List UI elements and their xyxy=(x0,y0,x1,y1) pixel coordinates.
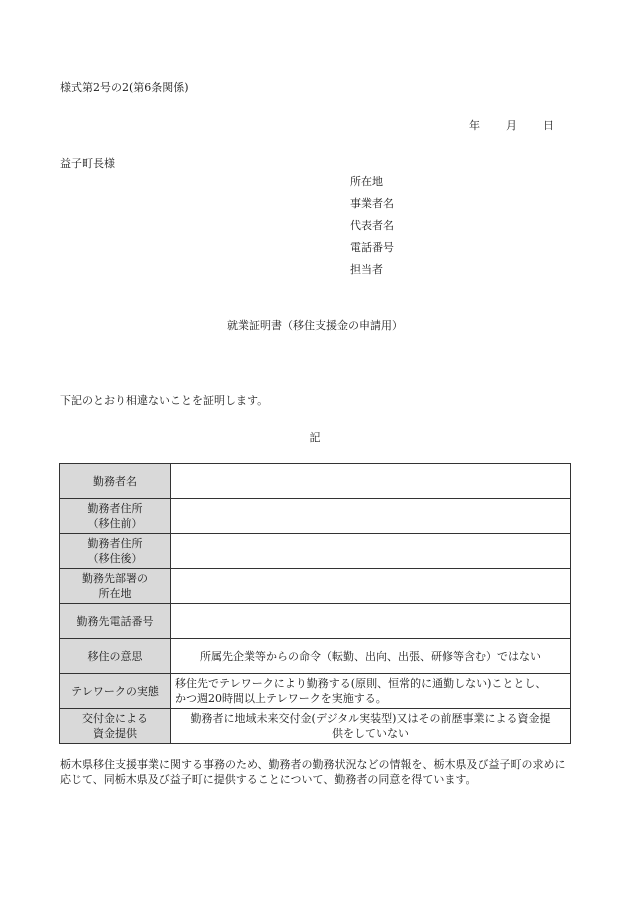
addressee: 益子町長様 xyxy=(60,157,115,170)
applicant-address-label: 所在地 xyxy=(350,175,383,188)
field-worker-name[interactable] xyxy=(171,464,571,499)
applicant-phone-label: 電話番号 xyxy=(350,241,394,254)
field-grant-funding: 勤務者に地域未来交付金(デジタル実装型)又はその前歴事業による資金提 供をしていない xyxy=(171,709,571,744)
certification-statement: 下記のとおり相違ないことを証明します。 xyxy=(60,394,269,407)
table-row xyxy=(60,639,571,674)
field-address-after[interactable] xyxy=(171,534,571,569)
label-workplace-phone: 勤務先電話番号 xyxy=(60,604,171,639)
applicant-block xyxy=(350,175,394,285)
label-address-after: 勤務者住所 （移住後） xyxy=(60,534,171,569)
date-day: 日 xyxy=(543,119,554,132)
field-telework: 移住先でテレワークにより勤務する(原則、恒常的に通勤しない)こととし、 かつ週20時間以上テレワークを実施する。 xyxy=(171,674,571,709)
table-row xyxy=(60,534,571,569)
date-line xyxy=(469,119,554,132)
table-row xyxy=(60,569,571,604)
table-row xyxy=(60,499,571,534)
field-workplace-location[interactable] xyxy=(171,569,571,604)
label-workplace-location: 勤務先部署の 所在地 xyxy=(60,569,171,604)
applicant-business-name-label: 事業者名 xyxy=(350,197,394,210)
label-relocation-intent: 移住の意思 xyxy=(60,639,171,674)
ki-heading: 記 xyxy=(309,431,321,444)
label-worker-name: 勤務者名 xyxy=(60,464,171,499)
label-grant-funding: 交付金による 資金提供 xyxy=(60,709,171,744)
consent-statement: 栃木県移住支援事業に関する事務のため、勤務者の勤務状況などの情報を、栃木県及び益子町の求めに応じて、同栃木県及び益子町に提供することについて、勤務者の同意を得ています。 xyxy=(60,758,566,786)
applicant-representative-label: 代表者名 xyxy=(350,219,394,232)
date-month: 月 xyxy=(506,119,517,132)
field-relocation-intent: 所属先企業等からの命令（転勤、出向、出張、研修等含む）ではない xyxy=(171,639,571,674)
field-address-before[interactable] xyxy=(171,499,571,534)
label-address-before: 勤務者住所 （移住前） xyxy=(60,499,171,534)
form-number: 様式第2号の2(第6条関係) xyxy=(60,81,189,94)
label-telework: テレワークの実態 xyxy=(60,674,171,709)
document-title: 就業証明書（移住支援金の申請用） xyxy=(227,319,403,332)
table-row xyxy=(60,604,571,639)
applicant-contact-label: 担当者 xyxy=(350,263,383,276)
field-workplace-phone[interactable] xyxy=(171,604,571,639)
table-row xyxy=(60,674,571,709)
employment-table xyxy=(59,463,571,744)
table-row xyxy=(60,709,571,744)
date-year: 年 xyxy=(469,119,480,132)
table-row xyxy=(60,464,571,499)
